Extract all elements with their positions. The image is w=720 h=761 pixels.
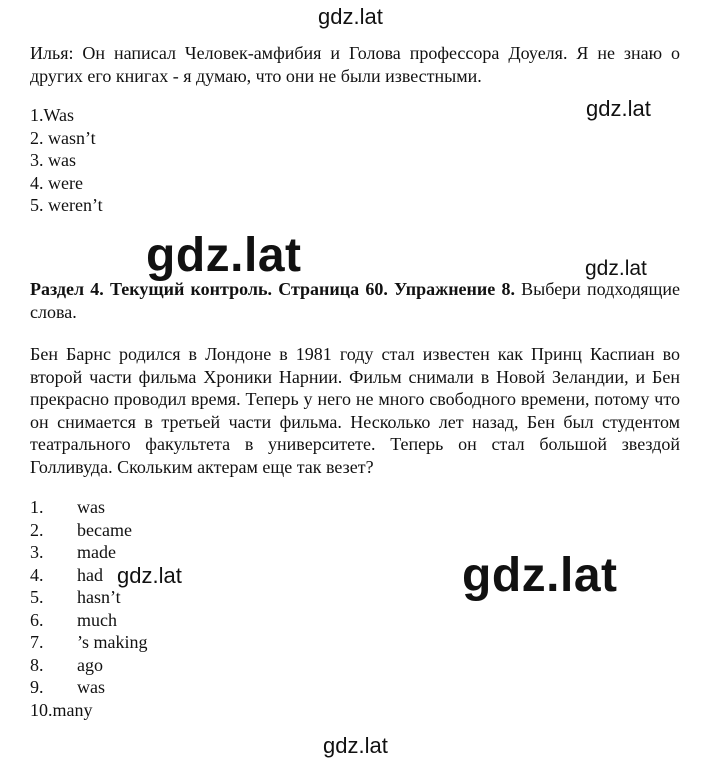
list-item bbox=[30, 676, 250, 699]
item-number: 5. bbox=[30, 587, 44, 607]
watermark-bottom: gdz.lat bbox=[323, 733, 388, 758]
item-answer: was bbox=[77, 497, 105, 517]
section-heading-bold: Раздел 4. Текущий контроль. Страница 60. Упражнение 8. bbox=[30, 279, 515, 299]
answers-list-1 bbox=[30, 104, 230, 217]
section-heading bbox=[30, 278, 680, 323]
list-item: 1.Was bbox=[30, 105, 75, 125]
item-answer: made bbox=[77, 542, 116, 562]
watermark-top: gdz.lat bbox=[318, 4, 383, 29]
answers-list-2 bbox=[30, 496, 250, 721]
dialogue-paragraph: Илья: Он написал Человек-амфибия и Голова профессора Доуеля. Я не знаю о других его книгах - я думаю, что они не были известными. bbox=[30, 43, 680, 86]
item-number: 7. bbox=[30, 632, 44, 652]
watermark-large-right: gdz.lat bbox=[462, 549, 618, 602]
list-item: 4. were bbox=[30, 172, 83, 193]
list-item: 5. weren’t bbox=[30, 195, 103, 215]
watermark-large-left: gdz.lat bbox=[146, 229, 302, 282]
list-item bbox=[30, 654, 250, 677]
item-number: 3. bbox=[30, 542, 44, 562]
item-number: 9. bbox=[30, 677, 44, 697]
item-answer: was bbox=[77, 677, 105, 697]
watermark-right-upper: gdz.lat bbox=[586, 96, 651, 121]
item-answer: much bbox=[77, 609, 117, 630]
item-number: 2. bbox=[30, 519, 44, 540]
list-item bbox=[30, 541, 250, 564]
watermark-mid-left: gdz.lat bbox=[117, 563, 182, 588]
list-item: 10.many bbox=[30, 699, 93, 720]
item-answer: hasn’t bbox=[77, 587, 121, 607]
list-item: 3. was bbox=[30, 150, 76, 170]
item-number: 8. bbox=[30, 654, 44, 675]
section-heading-instruction: Выбери подходящие слова. bbox=[30, 279, 681, 322]
item-number: 4. bbox=[30, 564, 44, 585]
item-answer: had bbox=[77, 564, 103, 585]
item-number: 1. bbox=[30, 497, 44, 517]
item-answer: became bbox=[77, 519, 132, 540]
item-answer: ’s making bbox=[77, 632, 148, 652]
list-item: 2. wasn’t bbox=[30, 127, 96, 148]
list-item bbox=[30, 586, 250, 609]
story-paragraph: Бен Барнс родился в Лондоне в 1981 году стал известен как Принц Каспиан во второй части фильма Хроники Нарнии. Фильм снимали в Новой Зеландии, и Бен прекрасно проводил время. Теперь у него не много свободного времени, потому что он снимается в третьей части фильма. Несколько лет назад, Бен был студентом театрального факультета в университете. Теперь он стал большой звездой Голливуда. Скольким актерам еще так везет? bbox=[30, 344, 680, 477]
list-item bbox=[30, 496, 250, 519]
list-item bbox=[30, 609, 250, 632]
item-number: 6. bbox=[30, 609, 44, 630]
list-item bbox=[30, 631, 250, 654]
item-answer: ago bbox=[77, 654, 103, 675]
watermark-right-middle: gdz.lat bbox=[585, 257, 647, 280]
list-item bbox=[30, 564, 250, 587]
list-item bbox=[30, 519, 250, 542]
